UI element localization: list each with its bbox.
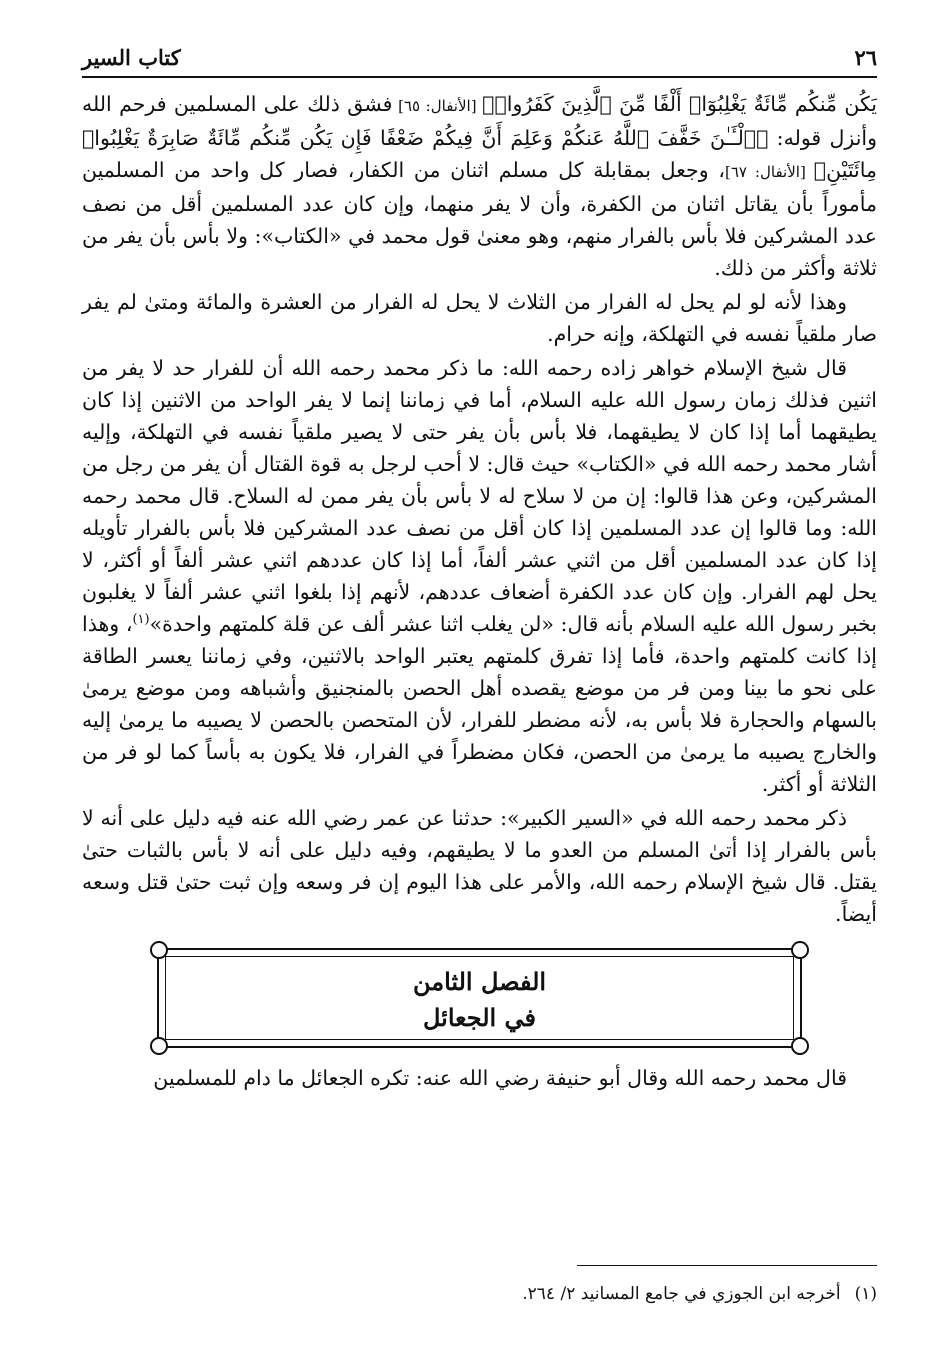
main-text (82, 88, 877, 1094)
paragraph-4: ذكر محمد رحمه الله في «السير الكبير»: حدثنا عن عمر رضي الله عنه فيه دليل على أنه لا بأس بالفرار إذا أتىٰ المسلم من العدو ما لا يطيقهم، وفيه دليل على أنه لا بأس بالثبات حتىٰ يقتل. قال شيخ الإسلام رحمه الله، والأمر على هذا اليوم إن فر وسعه وإن ثبت حتىٰ قتل وسعه أيضاً. (82, 806, 877, 926)
footnote-separator (577, 1265, 877, 1266)
quran-verse: يَكُن مِّنكُم مِّائَةٌ يَغْلِبُوٓا۟ أَلْفًا مِّنَ ٱلَّذِينَ كَفَرُوا۟﴾ (482, 92, 878, 116)
paragraph-3 (82, 352, 877, 800)
quran-verse: ﴿ٱلْـَٔـٰنَ خَفَّفَ ٱللَّهُ عَنكُمْ وَعَلِمَ أَنَّ فِيكُمْ ضَعْفًا فَإِن يَكُن مِّنكُم مِّائَةٌ صَابِرَةٌ يَغْلِبُوا۟ مِائَتَيْنِ﴾ (82, 126, 877, 182)
running-head (82, 30, 877, 70)
verse-reference: [الأنفال: ٦٧] (724, 163, 814, 181)
paragraph-5: قال محمد رحمه الله وقال أبو حنيفة رضي الله عنه: تكره الجعائل ما دام للمسلمين (153, 1066, 847, 1090)
verse-reference: [الأنفال: ٦٥] (392, 97, 483, 115)
paragraph-text: فشق ذلك على المسلمين فرحم الله وأنزل قوله: (82, 92, 877, 150)
frame-corner-ornament (791, 1037, 809, 1055)
footnote-number: (١) (854, 1284, 877, 1304)
frame-corner-ornament (791, 941, 809, 959)
header-rule (82, 76, 877, 78)
paragraph-text: ، وجعل بمقابلة كل مسلم اثنان من الكفار، فصار كل واحد من المسلمين مأموراً بأن يقاتل اثنان من الكفرة، وأن لا يفر منهما، وإن كان عدد المسلمين أقل من نصف عدد المشركين فلا بأس بالفرار منهم، وهو معنىٰ قول محمد في «الكتاب»: ولا بأس بأن يفر من ثلاثة وأكثر من ذلك. (82, 158, 877, 280)
frame-corner-ornament (150, 941, 168, 959)
chapter-title: الفصل الثامن (412, 967, 547, 996)
paragraph-2: وهذا لأنه لو لم يحل له الفرار من الثلاث لا يحل له الفرار من العشرة والمائة ومتىٰ لم يفر صار ملقياً نفسه في التهلكة، وإنه حرام. (82, 290, 877, 346)
footnote-text: أخرجه ابن الجوزي في جامع المسانيد ٢/ ٢٦٤. (522, 1284, 841, 1304)
footnote-reference: (١) (132, 612, 150, 628)
chapter-subtitle: في الجعائل (422, 1003, 537, 1032)
paragraph-1 (82, 88, 877, 284)
paragraph-text: قال شيخ الإسلام خواهر زاده رحمه الله: ما ذكر محمد رحمه الله أن للفرار حد لا يفر من اثنين فذلك زمان رسول الله عليه السلام، أما في زماننا إنما لا يفر الواحد من الاثنين إذا كان يطيقهما أما إذا كان لا يطيقهما، فلا بأس بأن يفر حتى لا يصير ملقياً نفسه في التهلكة، وإليه أشار محمد رحمه الله في «الكتاب» حيث قال: لا أحب لرجل به قوة القتال أن يفر من رجل من المشركين، وعن هذا قالوا: إن من لا سلاح له لا بأس بأن يفر ممن له السلاح. قال محمد رحمه الله: وما قالوا إن عدد المسلمين إذا كان أقل من نصف عدد المشركين فلا بأس بالفرار تأويله إذا كان عدد المسلمين أقل من اثني عشر ألفاً، أما إذا كان عددهم اثني عشر ألفاً أو أكثر، لا يحل لهم الفرار. وإن كان عدد الكفرة أضعاف عددهم، لأنهم إذا بلغوا اثني عشر ألفاً لا يغلبون بخبر رسول الله عليه السلام بأنه قال: «لن يغلب اثنا عشر ألف عن قلة كلمتهم واحدة» (82, 356, 877, 636)
chapter-heading-frame (157, 948, 802, 1048)
book-page (82, 30, 877, 1350)
book-title: كتاب السير (82, 45, 181, 70)
footnote (522, 1280, 877, 1308)
paragraph-text: ، وهذا إذا كانت كلمتهم واحدة، فأما إذا تفرق كلمتهم يعتبر الواحد بالاثنين، وفي زماننا يعسر الطاقة على نحو ما بينا ومن فر من موضع يقصده أهل الحصن بالمنجنيق وأشباهه ومن موضع يرمىٰ بالسهام والحجارة فلا بأس به، لأنه مضطر للفرار، لأن المتحصن بالحصن لا يصيبه ما يرمىٰ إليه والخارج يصيبه ما يرمىٰ من الحصن، فكان مضطراً في الفرار، فلا يكون به بأساً كما لو فر من الثلاثة أو أكثر. (82, 612, 877, 796)
frame-corner-ornament (150, 1037, 168, 1055)
page-number: ٢٦ (854, 45, 877, 70)
